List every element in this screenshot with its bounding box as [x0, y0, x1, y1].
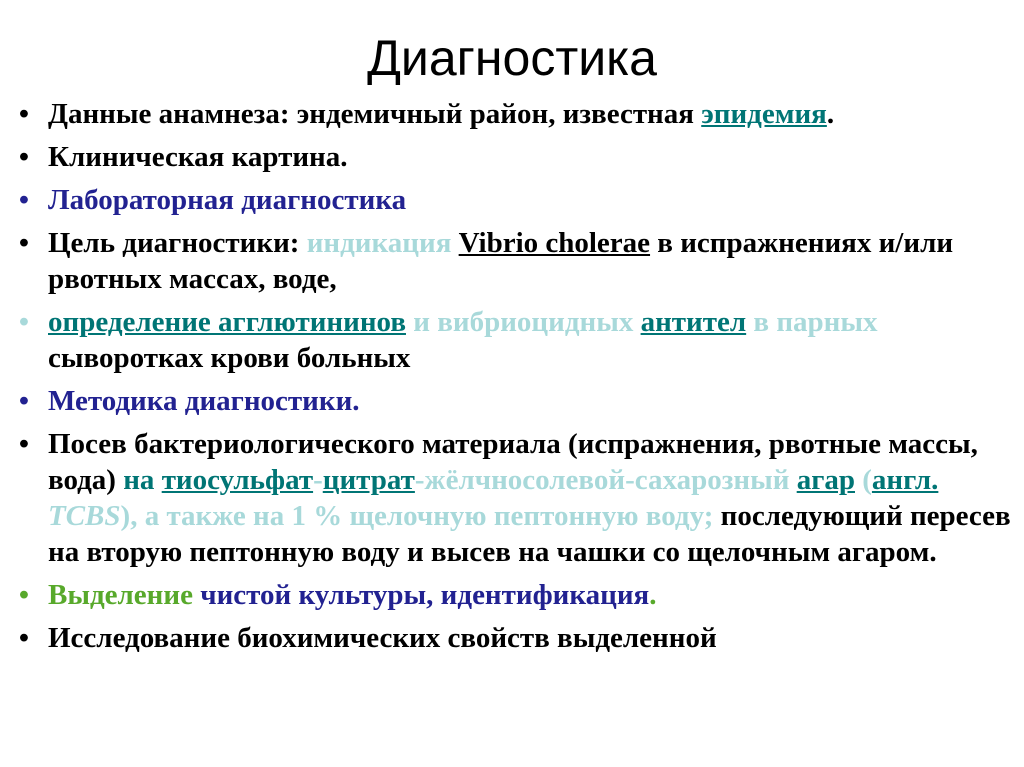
slide-title: Диагностика: [367, 30, 657, 86]
bullet-marker: •: [18, 227, 30, 259]
text-span: на: [123, 464, 162, 496]
list-item: [6, 225, 1016, 297]
text-span: индикация: [306, 227, 459, 259]
text-span: Посев бактериологического материала (испражнения, рвотные массы, вода): [48, 428, 978, 496]
text-span: -: [313, 464, 323, 496]
text-span: Лабораторная диагностика: [48, 184, 407, 216]
text-span: Исследование биохимических свойств выделенной: [48, 622, 717, 654]
list-item: [6, 426, 1016, 570]
text-span: Методика диагностики.: [48, 385, 360, 417]
text-link[interactable]: цитрат: [322, 464, 415, 496]
list-item: [6, 182, 1016, 218]
text-span: (: [855, 464, 872, 496]
list-item: [6, 383, 1016, 419]
text-span: ), а также на 1 % щелочную пептонную воду;: [120, 500, 721, 532]
list-item: [6, 304, 1016, 376]
text-span: в парных: [746, 306, 878, 338]
bullet-marker: •: [18, 385, 30, 417]
text-link[interactable]: антител: [640, 306, 747, 338]
text-link[interactable]: агар: [796, 464, 855, 496]
text-span: и вибриоцидных: [405, 306, 641, 338]
list-item: [6, 577, 1016, 613]
list-item: [6, 96, 1016, 132]
text-span: -жёлчносолевой-сахарозный: [414, 464, 797, 496]
text-span: чистой культуры, идентификация: [200, 579, 650, 611]
list-item: [6, 139, 1016, 175]
text-link[interactable]: тиосульфат: [161, 464, 314, 496]
bullet-marker: •: [18, 579, 30, 611]
bullet-marker: •: [18, 184, 30, 216]
bullet-marker: •: [18, 141, 30, 173]
bullet-marker: •: [18, 98, 30, 130]
text-span: .: [826, 98, 835, 130]
text-link[interactable]: эпидемия: [701, 98, 827, 130]
text-link[interactable]: определение агглютининов: [48, 306, 406, 338]
text-span: Данные анамнеза: эндемичный район, известная: [48, 98, 702, 130]
text-span: в испражнениях и/или рвотных массах, воде,: [48, 227, 954, 295]
text-span: последующий пересев на вторую пептонную воду и высев на чашки со щелочным агаром.: [48, 500, 1011, 568]
text-link[interactable]: англ.: [871, 464, 939, 496]
list-item: [6, 620, 1016, 656]
text-span: Цель диагностики:: [48, 227, 307, 259]
text-span: Выделение: [48, 579, 201, 611]
bullet-marker: •: [18, 622, 30, 654]
bullet-list: [6, 96, 1016, 663]
bullet-marker: •: [18, 428, 30, 460]
text-span: TCBS: [48, 500, 121, 532]
bullet-marker: •: [18, 306, 30, 338]
text-span: .: [649, 579, 657, 611]
text-link[interactable]: Vibrio cholerae: [458, 227, 651, 259]
text-span: сыворотках крови больных: [48, 342, 411, 374]
text-span: Клиническая картина.: [48, 141, 348, 173]
